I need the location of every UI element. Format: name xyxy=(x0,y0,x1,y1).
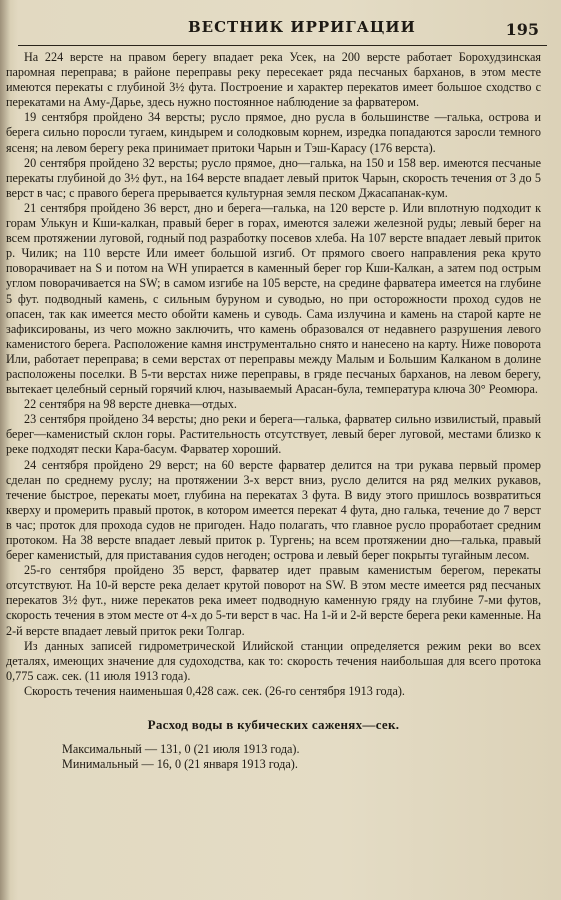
article-body xyxy=(6,50,541,772)
paragraph: 25-го сентября пройдено 35 верст, фарватер идет правым каменистым берегом, перекаты отсутствуют. На 10-й версте река делает крутой поворот на SW. В этом месте имеется ряд песчаных перекатов 3½ фут., ниже перекатов река имеет подводную каменную гряду на глубине 7-ми футов, скорость течения в этом месте от 4-х до 5-ти верст в час. На 1-й и 2-й версте берега реки каменные. На 2-й версте впадает левый приток реки Толгар. xyxy=(6,563,541,638)
paragraph: Скорость течения наименьшая 0,428 саж. сек. (26-го сентября 1913 года). xyxy=(24,683,405,698)
flow-max-row: Максимальный — 131, 0 (21 июля 1913 года). xyxy=(62,742,300,757)
paragraph: На 224 версте на правом берегу впадает река Усек, на 200 версте работает Борохудзинская паромная переправа; в районе переправы реку пересекает ряда песчаных барханов, в этом месте имеются перекаты с глубиной 3½ фута. Построение и характер перекатов имеет большое сходство с перекатами на Аму-Дарье, здесь нужно постоянное наблюдение за фарватером. xyxy=(6,50,541,110)
flow-section-title: Расход воды в кубических саженях—сек. xyxy=(147,717,400,733)
paragraph: 21 сентября пройдено 36 верст, дно и берега—галька, на 120 версте р. Или вплотную подходит к горам Улькун и Кши-калкан, правый берег в горах, имеются залежи железной руды; левый берег на всем протяжении луговой, годный под разработку посевов хлеба. На 107 версте впадает левый приток р. Чилик; на 110 версте Или имеет большой изгиб. От прямого своего направления река круто поворачивает на S и потом на WH упирается в каменный берег гор Кши-Калкан, а затем под острым углом поворачивается на SW; в самом изгибе на 105 версте, на средине фарватера имеется на глубине 5 фут. подводный камень, с сильным буруном и суводью, но при осторожности проход судов не опасен, так как имеется место обойти камень и суводь. Сама излучина и камень на старой карте не зафиксированы, из чего можно заключить, что камень образовался от недавнего разрушения левого каменистого берега. Расположение камня инструментально снято и нанесено на карту. Ниже поворота Или, работает переправа; в семи верстах от переправы между Малым и Большим Калканом в долине расположены поселки. В 5-ти верстах ниже переправы, в гряде песчаных барханов, на левом берегу, вытекает целебный серный горячий ключ, называемый Арасан-була, температура ключа 30° Реомюра. xyxy=(6,200,541,397)
paragraph: Из данных записей гидрометрической Илийской станции определяется режим реки во всех деталях, имеющих значение для судоходства, как то: скорость течения наибольшая для всего протока 0,775 саж. сек. (11 июля 1913 года). xyxy=(6,638,541,683)
header-rule xyxy=(18,45,547,46)
flow-min-row: Минимальный — 16, 0 (21 января 1913 года). xyxy=(62,757,298,772)
paragraph: 23 сентября пройдено 34 версты; дно реки и берега—галька, фарватер сильно извилистый, правый берег—каменистый склон горы. Растительность отсутствует, левый берег луговой, местами близко к реке подходят пески Кара-басум. Фарватер хороший. xyxy=(6,412,541,457)
page-header xyxy=(18,12,547,46)
paragraph: 20 сентября пройдено 32 версты; русло прямое, дно—галька, на 150 и 158 вер. имеются песчаные перекаты глубиной до 3½ фут., на 164 версте впадает левый приток Чарын, скорость течения от 3 до 5 верст в час; с правого берега прерывается культурная земля песком Джасапанак-кум. xyxy=(6,155,541,200)
journal-title: ВЕСТНИК ИРРИГАЦИИ xyxy=(188,18,416,36)
page-number: 195 xyxy=(505,20,539,39)
paragraph: 24 сентября пройдено 29 верст; на 60 версте фарватер делится на три рукава первый промер сделан по среднему руслу; на протяжении 3-х верст вниз, русло делится на ряд мелких рукавов, течение быстрое, перекаты моет, глубина на перекатах 3 фута. В виду этого пришлось возвратиться кверху и промерить правый проток, в котором имеется перекат 4 фута, дно галька, течение до 7 верст в час; проток для прохода судов не пригоден. Надо полагать, что главное русло проработает средним протоком. На 38 версте впадает левый приток р. Тургень; на всем протяжении дно—галька, правый берег каменистый, для приставания судов негоден; острова и левый берег покрыты тугайным лесом. xyxy=(6,457,541,563)
paragraph: 22 сентября на 98 версте дневка—отдых. xyxy=(24,397,237,412)
paragraph: 19 сентября пройдено 34 версты; русло прямое, дно русла в большинстве —галька, острова и берега сильно поросли тугаем, киндырем и солодковым корнем, изредка попадаются заросли темного ясеня; на левом берегу река принимает притоки Чарын и Тэш-Карасу (176 верста). xyxy=(6,110,541,155)
